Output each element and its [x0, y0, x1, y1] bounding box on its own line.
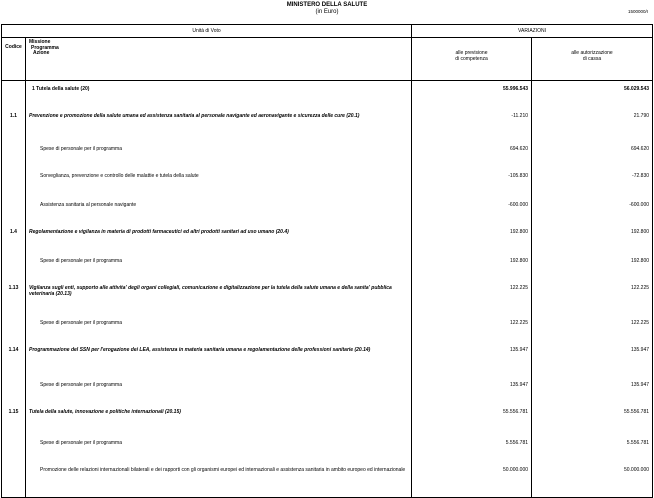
row-competenza: 122.225: [412, 315, 532, 342]
row-code: 1.13: [2, 280, 26, 315]
row-label: Tutela della salute, innovazione e politiche internazionali (20.15): [26, 404, 412, 435]
row-code: [2, 168, 26, 197]
row-competenza: 135.947: [412, 377, 532, 404]
row-cassa: 21.790: [532, 108, 653, 141]
row-code: 1.14: [2, 342, 26, 377]
hierarchy-programma: Programma: [31, 44, 59, 51]
row-code: [2, 315, 26, 342]
competenza-line2: di competenza: [455, 56, 488, 62]
table-row: [2, 108, 653, 141]
row-code: [2, 377, 26, 404]
unit-header: Unità di Voto: [2, 25, 412, 38]
row-cassa: 192.800: [532, 253, 653, 280]
row-competenza: -11.210: [412, 108, 532, 141]
row-cassa: 694.620: [532, 141, 653, 168]
document-id: 1500000/I: [627, 9, 648, 14]
row-competenza: 192.800: [412, 253, 532, 280]
row-label: Spese di personale per il programma: [26, 377, 412, 404]
row-competenza: 694.620: [412, 141, 532, 168]
row-competenza: -600.000: [412, 197, 532, 224]
table-row: [2, 253, 653, 280]
row-competenza: -105.830: [412, 168, 532, 197]
row-label: Spese di personale per il programma: [26, 315, 412, 342]
cassa-line1: alle autorizzazione: [571, 50, 613, 56]
hierarchy-header: [26, 38, 412, 81]
competenza-line1: alle previsione: [455, 50, 488, 56]
table-body: [2, 81, 653, 498]
row-cassa: 50.000.000: [532, 462, 653, 498]
variations-header: VARIAZIONI: [412, 25, 653, 38]
row-label: Regolamentazione e vigilanza in materia di prodotti farmaceutici ed altri prodotti sanitari ad uso umano (20.4): [26, 224, 412, 253]
row-competenza: 55.996.543: [412, 81, 532, 109]
row-label: Vigilanza sugli enti, supporto alle attivita' degli organi collegiali, comunicazione e digitalizzazione per la tutela della salute umana e della sanita' pubblica veterinaria (20.13): [26, 280, 412, 315]
row-code: [2, 141, 26, 168]
row-code: [2, 435, 26, 462]
row-label: Sorveglianza, prevenzione e controllo delle malattie e tutela della salute: [26, 168, 412, 197]
row-label: Spese di personale per il programma: [26, 435, 412, 462]
table-row: [2, 315, 653, 342]
row-competenza: 192.800: [412, 224, 532, 253]
table-row: [2, 435, 653, 462]
table-row: [2, 342, 653, 377]
row-cassa: 55.556.781: [532, 404, 653, 435]
row-cassa: -72.830: [532, 168, 653, 197]
hierarchy-azione: Azione: [33, 50, 50, 56]
cassa-line2: di cassa: [582, 56, 602, 62]
row-code: [2, 253, 26, 280]
page-title: MINISTERO DELLA SALUTE: [286, 2, 368, 8]
table-row: [2, 141, 653, 168]
row-code: [2, 197, 26, 224]
row-code: [2, 81, 26, 109]
row-cassa: 135.947: [532, 377, 653, 404]
competenza-header: [412, 38, 532, 81]
table-row: [2, 280, 653, 315]
page-subtitle: (in Euro): [315, 9, 339, 15]
row-label: 1 Tutela della salute (20): [26, 81, 412, 109]
row-cassa: 122.225: [532, 315, 653, 342]
table-row: [2, 462, 653, 498]
table-row: [2, 377, 653, 404]
row-cassa: 56.029.543: [532, 81, 653, 109]
table-row: [2, 224, 653, 253]
row-code: 1.4: [2, 224, 26, 253]
row-cassa: 5.556.781: [532, 435, 653, 462]
variations-table: [1, 24, 653, 498]
row-competenza: 55.556.781: [412, 404, 532, 435]
table-row: [2, 404, 653, 435]
row-label: Assistenza sanitaria al personale navigante: [26, 197, 412, 224]
row-competenza: 122.225: [412, 280, 532, 315]
row-label: Spese di personale per il programma: [26, 253, 412, 280]
row-label: Programmazione del SSN per l'erogazione dei LEA, assistenza in materia sanitaria umana e regolamentazione delle professioni sanitarie (20.14): [26, 342, 412, 377]
row-cassa: -600.000: [532, 197, 653, 224]
row-competenza: 50.000.000: [412, 462, 532, 498]
code-header: Codice: [2, 38, 26, 81]
row-cassa: 122.225: [532, 280, 653, 315]
row-label: Promozione delle relazioni internazionali bilaterali e dei rapporti con gli organismi europei ed internazionali e assistenza sanitaria in ambito europeo ed internazionale: [26, 462, 412, 498]
row-code: 1.1: [2, 108, 26, 141]
row-competenza: 135.947: [412, 342, 532, 377]
row-code: 1.15: [2, 404, 26, 435]
table-row: [2, 81, 653, 109]
row-code: [2, 462, 26, 498]
table-row: [2, 168, 653, 197]
table-row: [2, 197, 653, 224]
row-cassa: 192.800: [532, 224, 653, 253]
row-competenza: 5.556.781: [412, 435, 532, 462]
row-cassa: 135.947: [532, 342, 653, 377]
row-label: Spese di personale per il programma: [26, 141, 412, 168]
hierarchy-missione: Missione: [29, 39, 51, 45]
row-label: Prevenzione e promozione della salute umana ed assistenza sanitaria al personale navigante ed aeronavigante e sicurezza delle cure (20.1): [26, 108, 412, 141]
cassa-header: [532, 38, 653, 81]
